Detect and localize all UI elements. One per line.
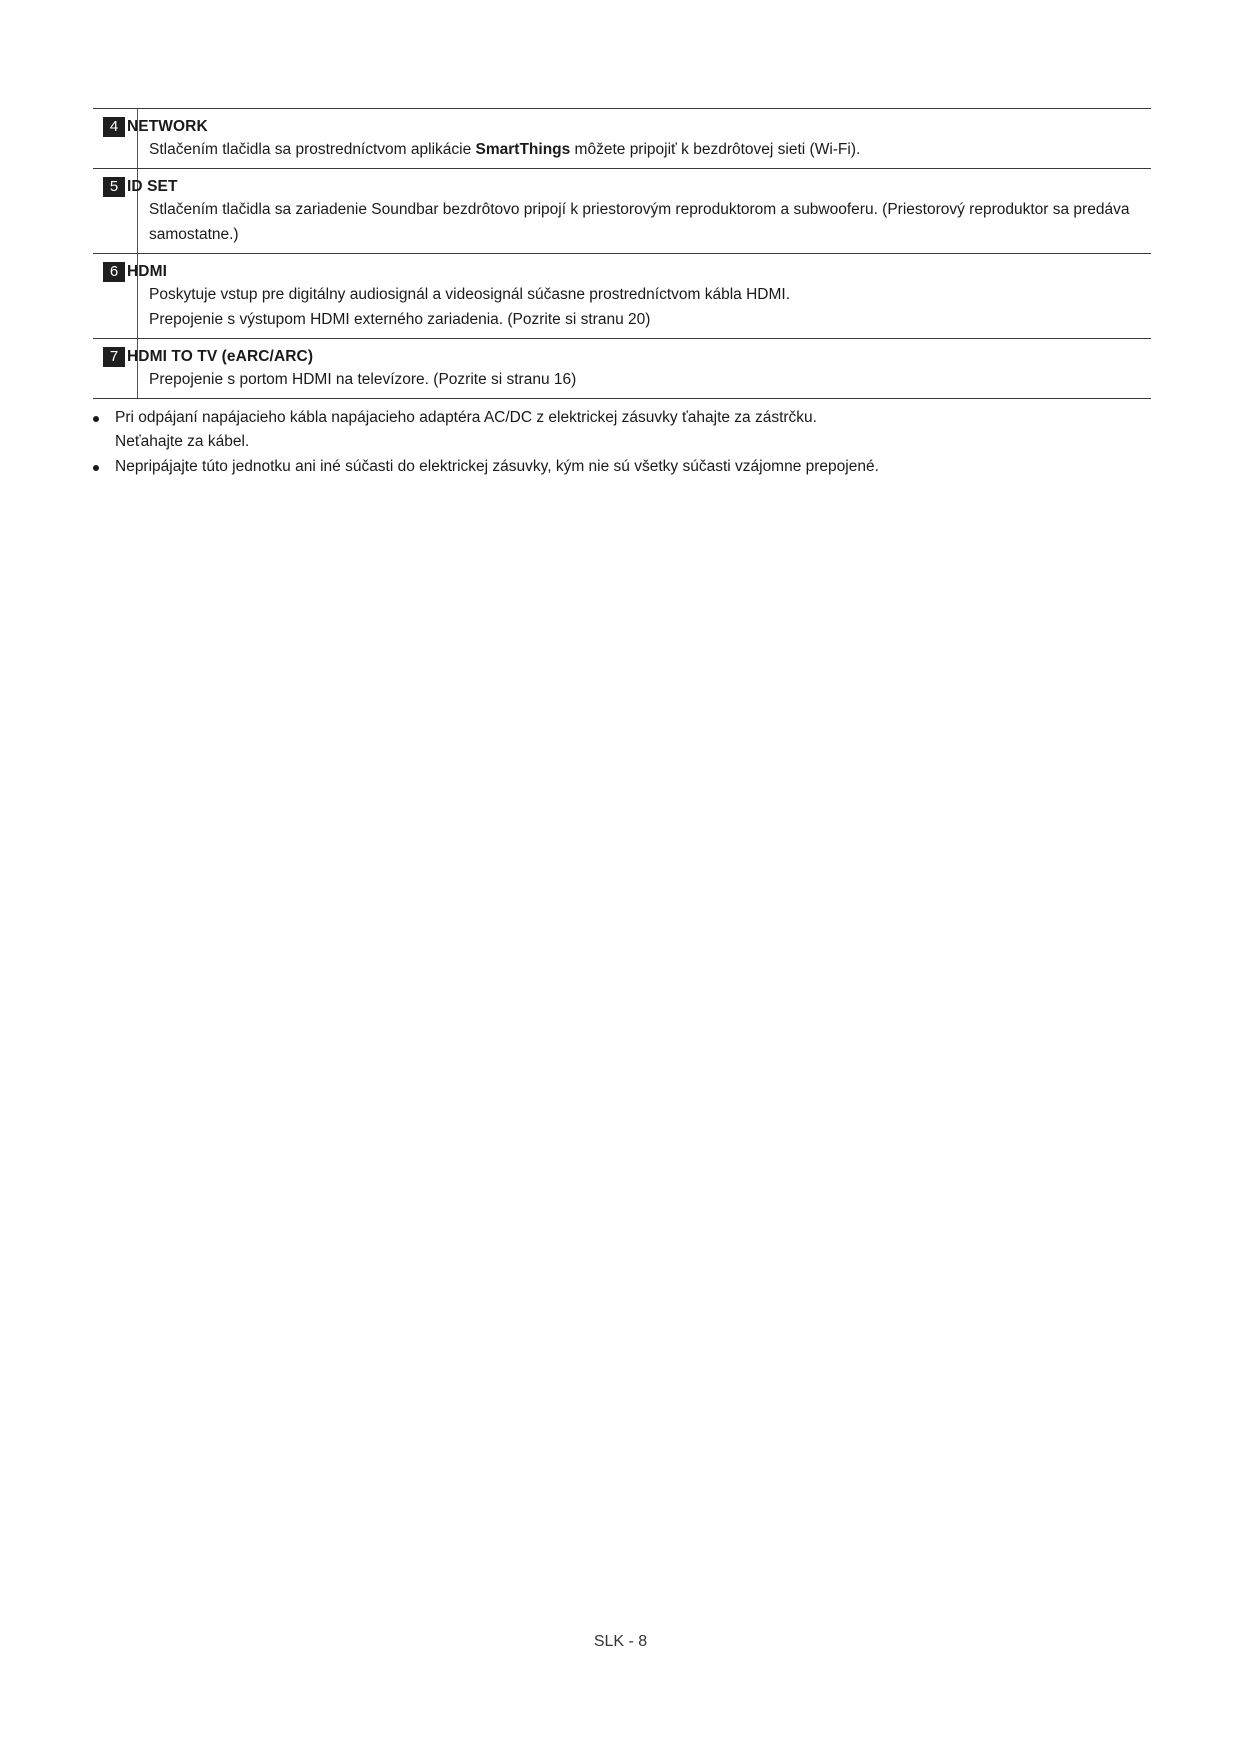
item-title: NETWORK	[127, 118, 208, 135]
list-item	[93, 455, 1151, 479]
item-number-badge: 6	[103, 262, 125, 282]
item-description	[93, 195, 1151, 253]
note-line: Pri odpájaní napájacieho kábla napájacieho adaptéra AC/DC z elektrickej zásuvky ťahajte za zástrčku.	[115, 409, 817, 426]
note-line: Neťahajte za kábel.	[115, 433, 250, 450]
description-line: Stlačením tlačidla sa zariadenie Soundbar bezdrôtovo pripojí k priestorovým reproduktorom a subwooferu. (Priestorový reproduktor sa predáva samostatne.)	[149, 201, 1130, 243]
row-header	[93, 109, 1151, 135]
app-name: SmartThings	[475, 141, 571, 158]
notes-list	[93, 406, 1151, 480]
table-row	[93, 108, 1151, 168]
description-line	[149, 137, 1131, 162]
description-text: Stlačením tlačidla sa prostredníctvom aplikácie	[149, 141, 476, 158]
item-description	[93, 135, 1151, 168]
item-description	[93, 365, 1151, 398]
row-header	[93, 339, 1151, 365]
connector-table	[93, 108, 1151, 399]
row-header	[93, 169, 1151, 195]
item-number-badge: 7	[103, 347, 125, 367]
description-line: Poskytuje vstup pre digitálny audiosignál a videosignál súčasne prostredníctvom kábla HDMI.	[149, 286, 791, 303]
note-line: Nepripájajte túto jednotku ani iné súčasti do elektrickej zásuvky, kým nie sú všetky súčasti vzájomne prepojené.	[115, 458, 879, 475]
description-line: Prepojenie s portom HDMI na televízore. (Pozrite si stranu 16)	[149, 371, 577, 388]
item-title: HDMI	[127, 263, 168, 280]
item-number-badge: 5	[103, 177, 125, 197]
page-number: SLK - 8	[593, 1633, 648, 1650]
bullet-icon	[93, 465, 99, 471]
list-item	[93, 406, 1151, 454]
table-row	[93, 253, 1151, 338]
item-description	[93, 280, 1151, 338]
item-title: HDMI TO TV (eARC/ARC)	[127, 348, 314, 365]
item-title: ID SET	[127, 178, 178, 195]
item-number-badge: 4	[103, 117, 125, 137]
description-text: môžete pripojiť k bezdrôtovej sieti (Wi-Fi).	[570, 141, 861, 158]
bullet-icon	[93, 416, 99, 422]
row-header	[93, 254, 1151, 280]
description-line: Prepojenie s výstupom HDMI externého zariadenia. (Pozrite si stranu 20)	[149, 311, 651, 328]
table-row	[93, 168, 1151, 253]
table-row	[93, 338, 1151, 399]
